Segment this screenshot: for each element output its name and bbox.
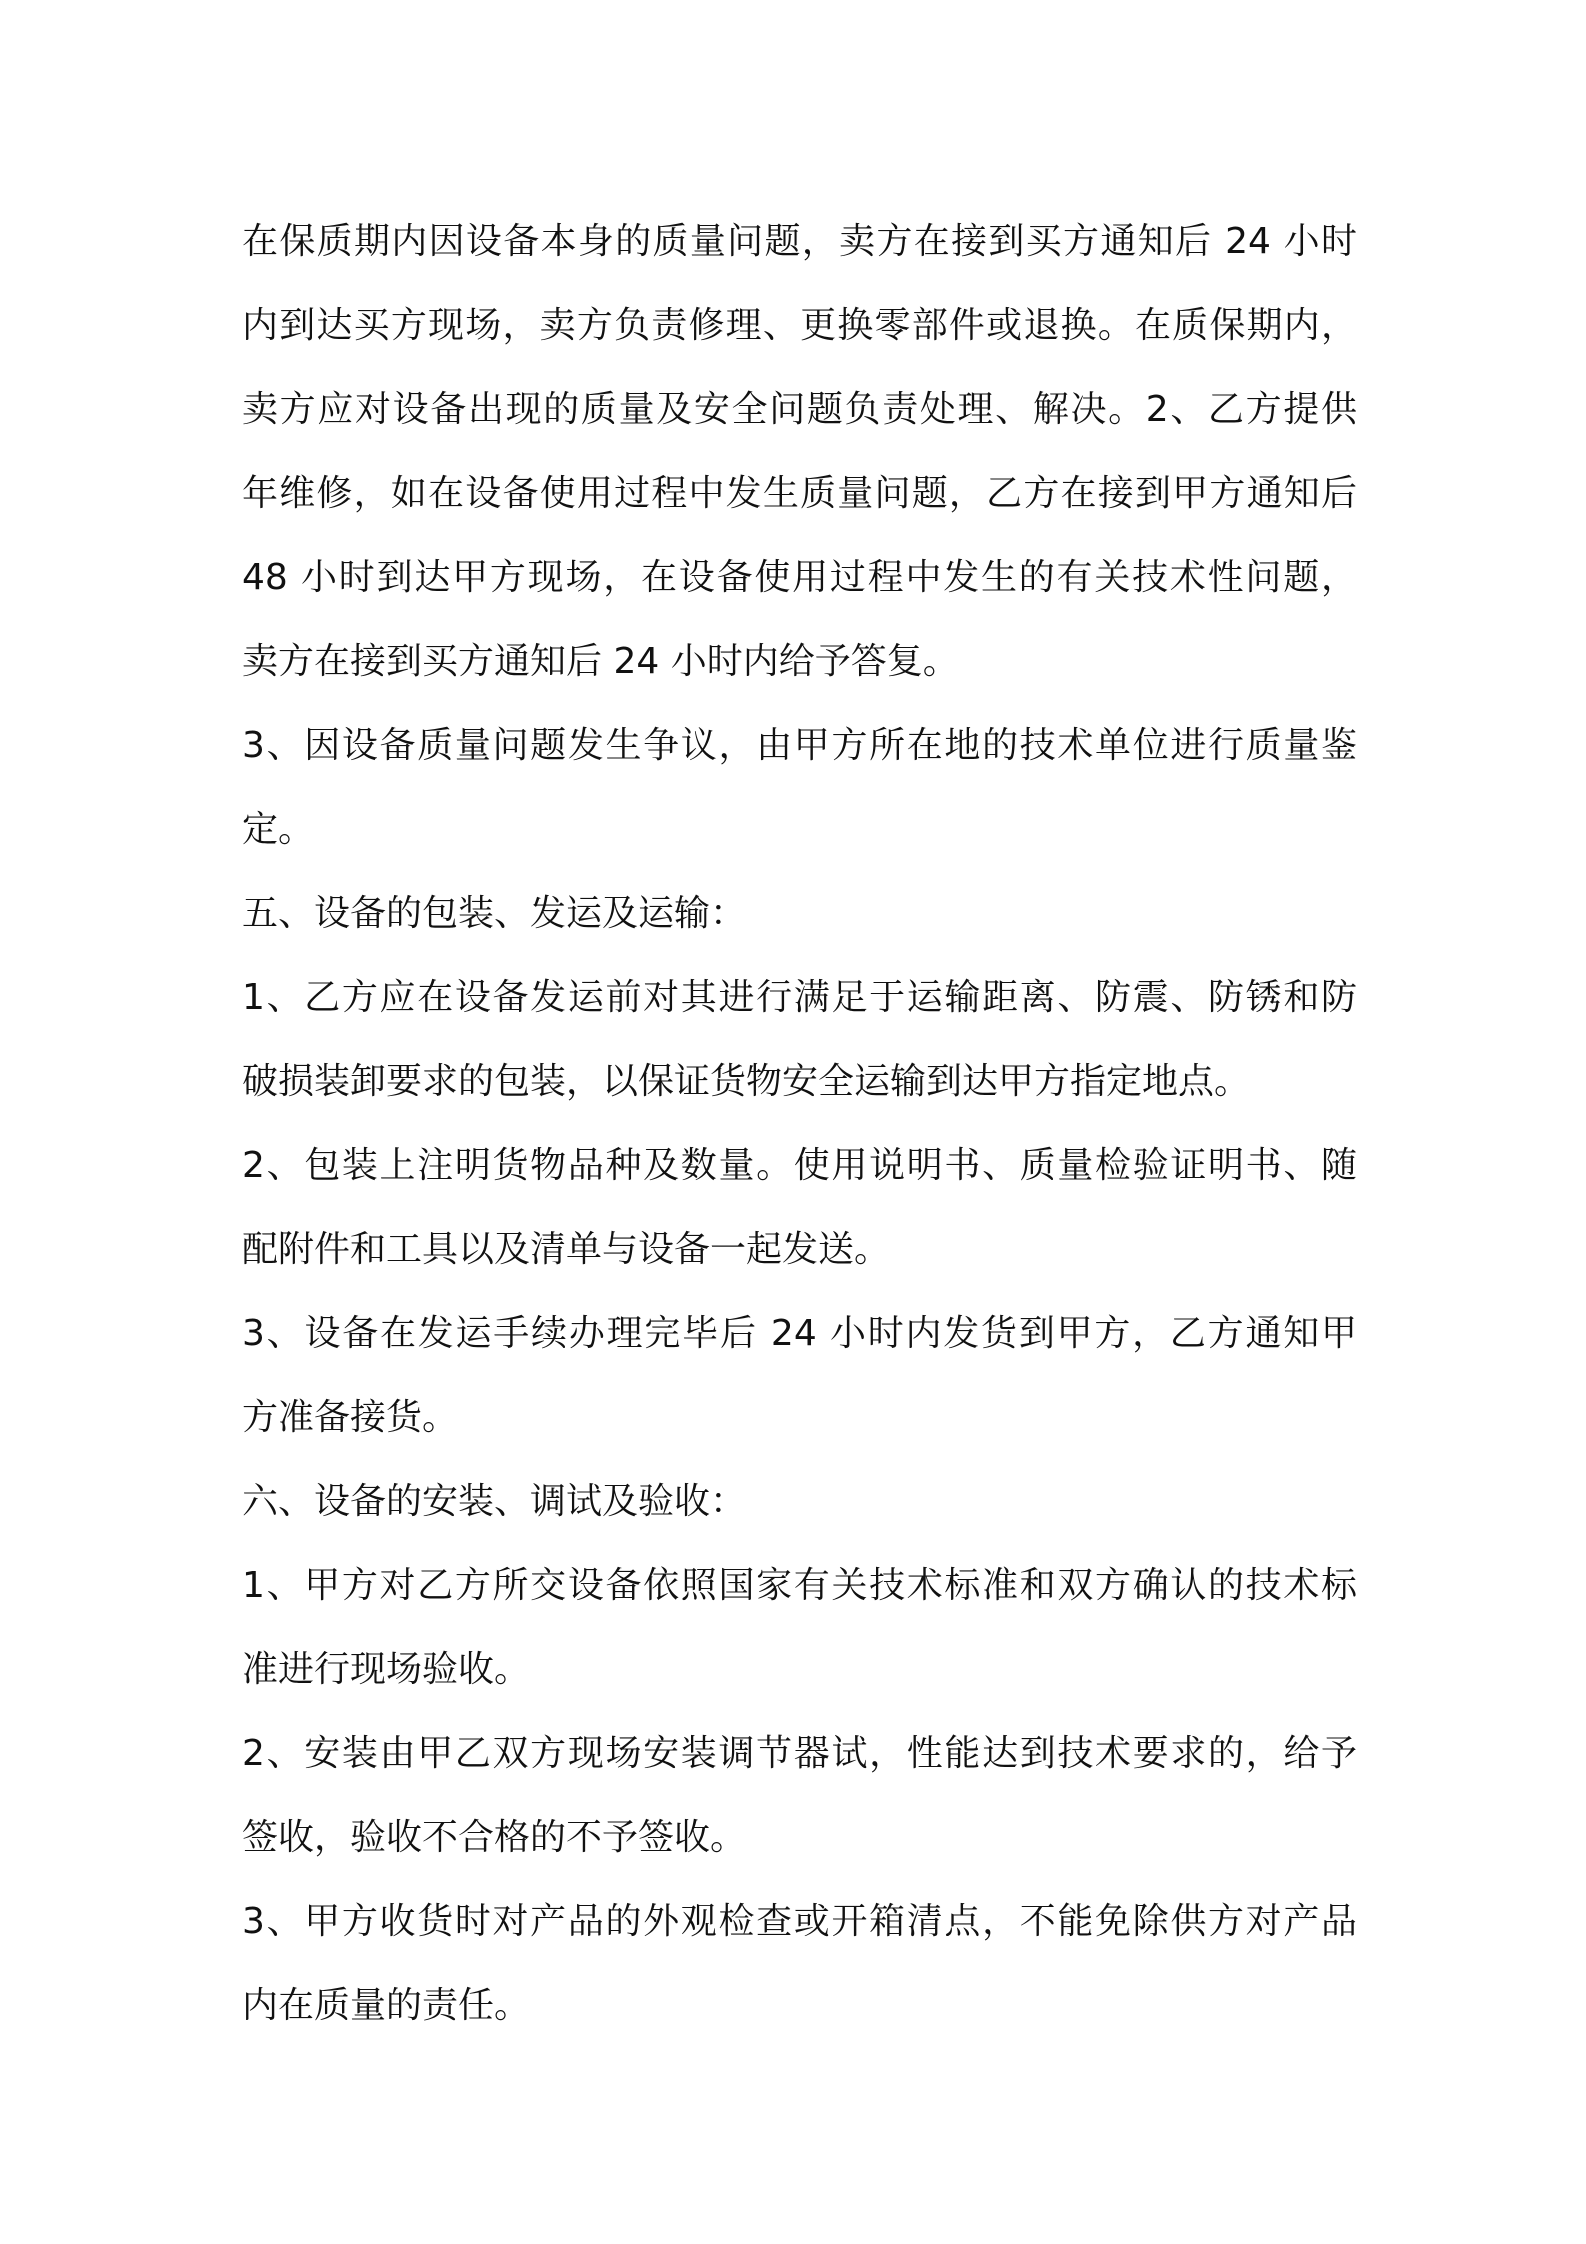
section-heading-5: 五、设备的包装、发运及运输： bbox=[242, 893, 747, 934]
text-line-7: 3、因设备质量问题发生争议，由甲方所在地的技术单位进行质量鉴 bbox=[242, 725, 1357, 766]
text-line-21: 3、甲方收货时对产品的外观检查或开箱清点，不能免除供方对产品 bbox=[242, 1901, 1357, 1942]
text-line-12: 2、包装上注明货物品种及数量。使用说明书、质量检验证明书、随 bbox=[242, 1145, 1357, 1186]
text-line-4: 年维修，如在设备使用过程中发生质量问题，乙方在接到甲方通知后 bbox=[242, 473, 1357, 514]
text-line-15: 方准备接货。 bbox=[242, 1397, 459, 1438]
text-line-8: 定。 bbox=[242, 809, 315, 850]
text-line-14: 3、设备在发运手续办理完毕后 24 小时内发货到甲方，乙方通知甲 bbox=[242, 1313, 1357, 1354]
text-line-13: 配附件和工具以及清单与设备一起发送。 bbox=[242, 1229, 891, 1270]
text-line-19: 2、安装由甲乙双方现场安装调节器试，性能达到技术要求的，给予 bbox=[242, 1733, 1357, 1774]
section-heading-6: 六、设备的安装、调试及验收： bbox=[242, 1481, 747, 1522]
text-line-17: 1、甲方对乙方所交设备依照国家有关技术标准和双方确认的技术标 bbox=[242, 1565, 1357, 1606]
text-line-10: 1、乙方应在设备发运前对其进行满足于运输距离、防震、防锈和防 bbox=[242, 977, 1357, 1018]
text-line-6: 卖方在接到买方通知后 24 小时内给予答复。 bbox=[242, 641, 959, 682]
document-body bbox=[242, 200, 1357, 2048]
text-line-22: 内在质量的责任。 bbox=[242, 1985, 531, 2026]
text-line-11: 破损装卸要求的包装，以保证货物安全运输到达甲方指定地点。 bbox=[242, 1061, 1251, 1102]
text-line-5: 48 小时到达甲方现场，在设备使用过程中发生的有关技术性问题， bbox=[242, 557, 1357, 598]
text-line-20: 签收，验收不合格的不予签收。 bbox=[242, 1817, 747, 1858]
text-line-2: 内到达买方现场，卖方负责修理、更换零部件或退换。在质保期内， bbox=[242, 305, 1357, 346]
text-line-1: 在保质期内因设备本身的质量问题，卖方在接到买方通知后 24 小时 bbox=[242, 221, 1357, 262]
text-line-3: 卖方应对设备出现的质量及安全问题负责处理、解决。2、乙方提供 bbox=[242, 389, 1357, 430]
text-line-18: 准进行现场验收。 bbox=[242, 1649, 531, 1690]
